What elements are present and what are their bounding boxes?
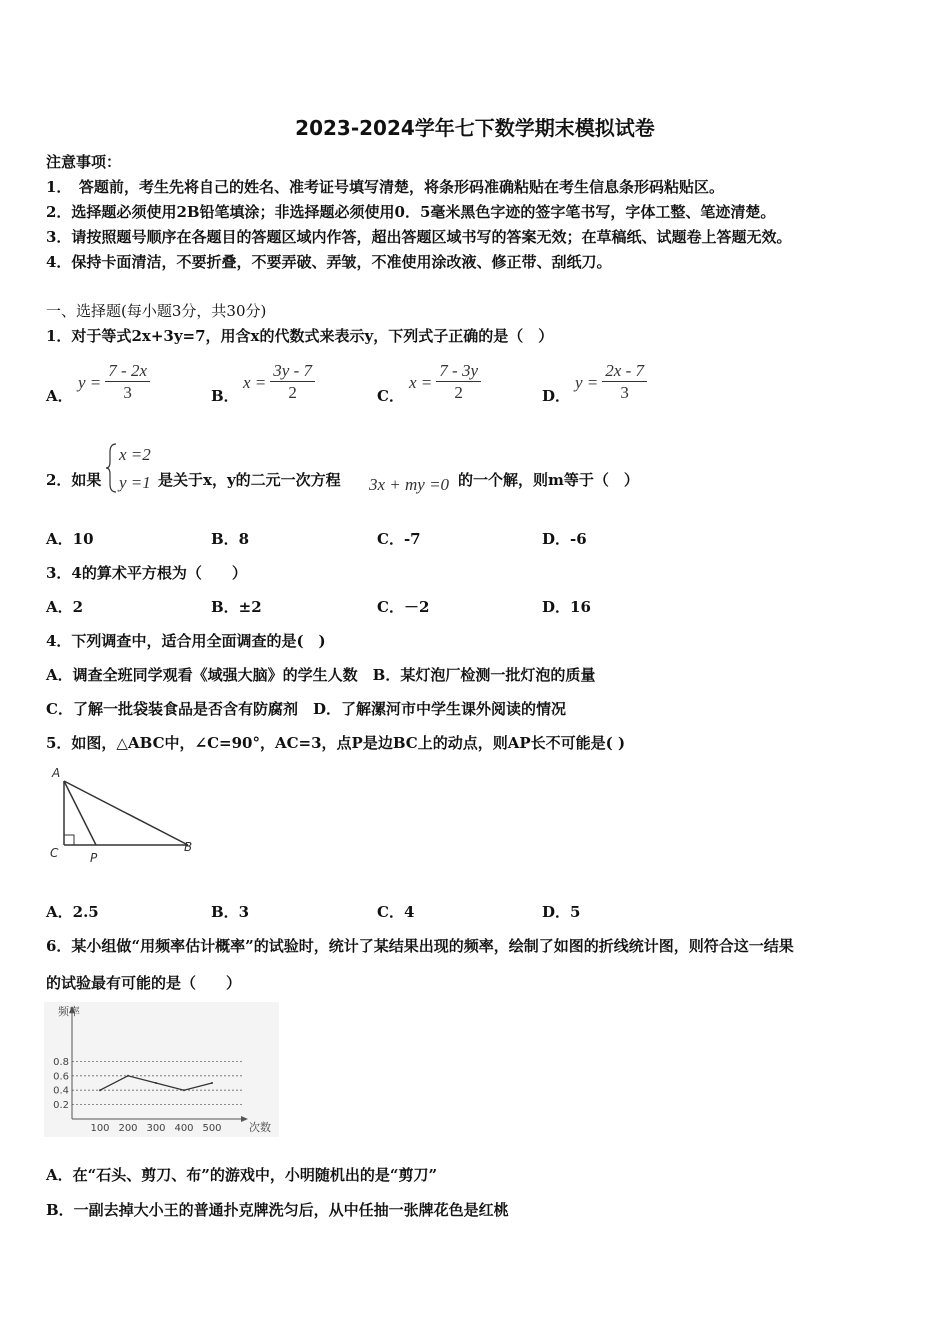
q3-stem: 3．4的算术平方根为（ ） bbox=[46, 564, 247, 582]
q3-option-d: D．16 bbox=[542, 598, 591, 616]
q2-option-b: B．8 bbox=[211, 530, 250, 548]
y-axis-label: 频率 bbox=[58, 1005, 80, 1018]
q6-stem-line2: 的试验最有可能的是（ ） bbox=[46, 974, 242, 992]
data-point bbox=[99, 1089, 101, 1091]
fraction-numerator: 2x - 7 bbox=[602, 361, 647, 382]
data-point bbox=[127, 1075, 129, 1077]
q2-prefix: 2．如果 bbox=[46, 471, 102, 489]
q1-option-d-label: D． bbox=[542, 387, 571, 405]
q5-option-d: D．5 bbox=[542, 903, 581, 921]
x-tick-label: 400 bbox=[174, 1123, 194, 1134]
q3-option-b: B．±2 bbox=[211, 598, 262, 616]
side-ab bbox=[64, 781, 188, 845]
fraction-numerator: 7 - 3y bbox=[436, 361, 481, 382]
page-title: 2023-2024学年七下数学期末模拟试卷 bbox=[295, 116, 655, 140]
q1-option-d-formula bbox=[575, 361, 647, 404]
q2-option-d: D．-6 bbox=[542, 530, 587, 548]
x-tick-label: 500 bbox=[202, 1123, 222, 1134]
chart-background bbox=[44, 1002, 279, 1137]
q1-option-c-label: C． bbox=[377, 387, 404, 405]
q2-option-c: C．-7 bbox=[377, 530, 421, 548]
fraction-denominator: 3 bbox=[620, 383, 629, 402]
system-eq-bottom: y =1 bbox=[119, 473, 151, 492]
q2-option-a: A．10 bbox=[46, 530, 94, 548]
formula-lhs: y = bbox=[78, 372, 102, 392]
fraction-denominator: 3 bbox=[123, 383, 132, 402]
q4-stem: 4．下列调查中，适合用全面调查的是( ) bbox=[46, 632, 326, 650]
q6-option-b: B．一副去掉大小王的普通扑克牌洗匀后，从中任抽一张牌花色是红桃 bbox=[46, 1201, 509, 1219]
brace-icon bbox=[105, 442, 119, 494]
q2-equation: 3x + my =0 bbox=[369, 475, 450, 494]
q1-option-b-formula bbox=[243, 361, 315, 404]
formula-lhs: y = bbox=[575, 372, 599, 392]
q1-option-a-formula bbox=[78, 361, 150, 404]
q5-stem: 5．如图，△ABC中，∠C=90°，AC=3，点P是边BC上的动点，则AP长不可能是( ) bbox=[46, 734, 626, 752]
q3-option-a: A．2 bbox=[46, 598, 84, 616]
triangle-figure bbox=[46, 763, 206, 868]
q5-option-b: B．3 bbox=[211, 903, 250, 921]
q4-options-row2: C．了解一批袋装食品是否含有防腐剂 D．了解漯河市中学生课外阅读的情况 bbox=[46, 700, 566, 718]
x-tick-label: 300 bbox=[146, 1123, 166, 1134]
q6-option-a: A．在“石头、剪刀、布”的游戏中，小明随机出的是“剪刀” bbox=[46, 1166, 438, 1184]
q2-suffix: 的一个解，则m等于（ ） bbox=[458, 471, 639, 489]
x-tick-label: 100 bbox=[90, 1123, 110, 1134]
notice-item: 3．请按照题号顺序在各题目的答题区域内作答，超出答题区域书写的答案无效；在草稿纸、试题卷上答题无效。 bbox=[46, 228, 792, 246]
q1-option-c-formula bbox=[409, 361, 481, 404]
formula-lhs: x = bbox=[243, 372, 267, 392]
notice-item: 1． 答题前，考生先将自己的姓名、准考证号填写清楚，将条形码准确粘贴在考生信息条形码粘贴区。 bbox=[46, 178, 724, 196]
q1-option-a-label: A． bbox=[46, 387, 73, 405]
q5-option-a: A．2.5 bbox=[46, 903, 99, 921]
q1-option-b-label: B． bbox=[211, 387, 239, 405]
q1-stem: 1．对于等式2x+3y=7，用含x的代数式来表示y，下列式子正确的是（ ） bbox=[46, 327, 554, 345]
formula-lhs: x = bbox=[409, 372, 433, 392]
section-heading: 一、选择题(每小题3分，共30分) bbox=[46, 302, 267, 320]
data-point bbox=[183, 1089, 185, 1091]
fraction-denominator: 2 bbox=[454, 383, 463, 402]
fraction-numerator: 7 - 2x bbox=[105, 361, 150, 382]
fraction-denominator: 2 bbox=[288, 383, 297, 402]
frequency-line-chart bbox=[44, 1002, 279, 1137]
q3-option-c: C．－2 bbox=[377, 598, 430, 616]
q6-stem-line1: 6．某小组做“用频率估计概率”的试验时，统计了某结果出现的频率，绘制了如图的折线统计图，则符合这一结果 bbox=[46, 937, 794, 955]
right-angle-icon bbox=[64, 835, 74, 845]
system-eq-top: x =2 bbox=[119, 445, 151, 464]
q2-mid: 是关于x，y的二元一次方程 bbox=[158, 471, 341, 489]
notice-item: 4．保持卡面清洁，不要折叠，不要弄破、弄皱，不准使用涂改液、修正带、刮纸刀。 bbox=[46, 253, 612, 271]
data-point bbox=[155, 1082, 157, 1084]
label-a: A bbox=[52, 766, 61, 780]
label-p: P bbox=[90, 851, 98, 865]
q4-options-row1: A．调查全班同学观看《域强大脑》的学生人数 B．某灯泡厂检测一批灯泡的质量 bbox=[46, 666, 596, 684]
x-tick-label: 200 bbox=[118, 1123, 138, 1134]
y-tick-label: 0.6 bbox=[53, 1071, 69, 1083]
y-tick-label: 0.4 bbox=[53, 1085, 69, 1097]
x-axis-label: 次数 bbox=[249, 1121, 271, 1134]
fraction-numerator: 3y - 7 bbox=[270, 361, 315, 382]
y-tick-label: 0.8 bbox=[53, 1056, 69, 1068]
q5-option-c: C．4 bbox=[377, 903, 415, 921]
label-b: B bbox=[184, 840, 193, 854]
data-point bbox=[211, 1082, 213, 1084]
notice-heading: 注意事项： bbox=[46, 153, 122, 171]
notice-item: 2．选择题必须使用2B铅笔填涂；非选择题必须使用0．5毫米黑色字迹的签字笔书写，字体工整、笔迹清楚。 bbox=[46, 203, 776, 221]
y-tick-label: 0.2 bbox=[53, 1100, 69, 1112]
label-c: C bbox=[50, 846, 59, 860]
